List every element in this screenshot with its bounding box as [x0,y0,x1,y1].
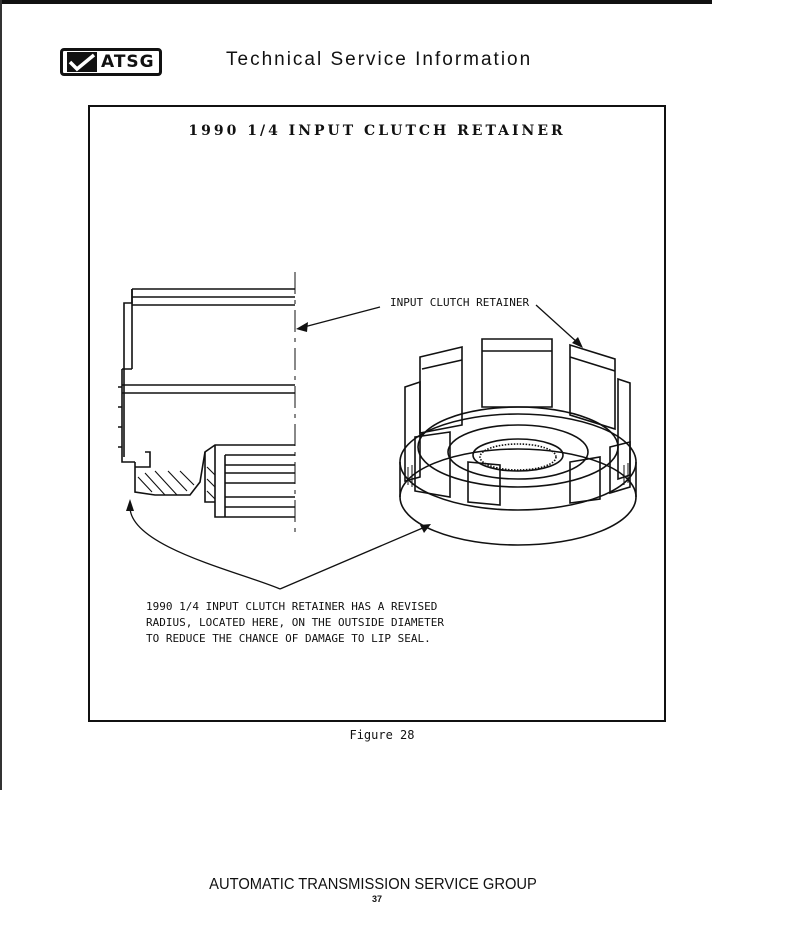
atsg-logo [60,48,162,76]
note-line: RADIUS, LOCATED HERE, ON THE OUTSIDE DIAMETER [146,616,445,629]
page-number: 37 [371,894,382,904]
note-text [146,599,444,647]
logo-text: ATSG [101,52,155,72]
figure-box [88,105,666,722]
note-line: 1990 1/4 INPUT CLUTCH RETAINER HAS A REVISED [146,600,438,613]
figure-caption: Figure 28 [349,728,415,742]
top-rule [0,0,712,4]
footer-organization: AUTOMATIC TRANSMISSION SERVICE GROUP [209,876,537,893]
note-line: TO REDUCE THE CHANCE OF DAMAGE TO LIP SEAL. [146,632,431,645]
callout-label: INPUT CLUTCH RETAINER [390,296,530,309]
page-header-title: Technical Service Information [226,49,533,70]
figure-title: 1990 1/4 INPUT CLUTCH RETAINER [188,123,566,139]
checkmark-icon [67,52,97,72]
left-rule [0,0,2,790]
